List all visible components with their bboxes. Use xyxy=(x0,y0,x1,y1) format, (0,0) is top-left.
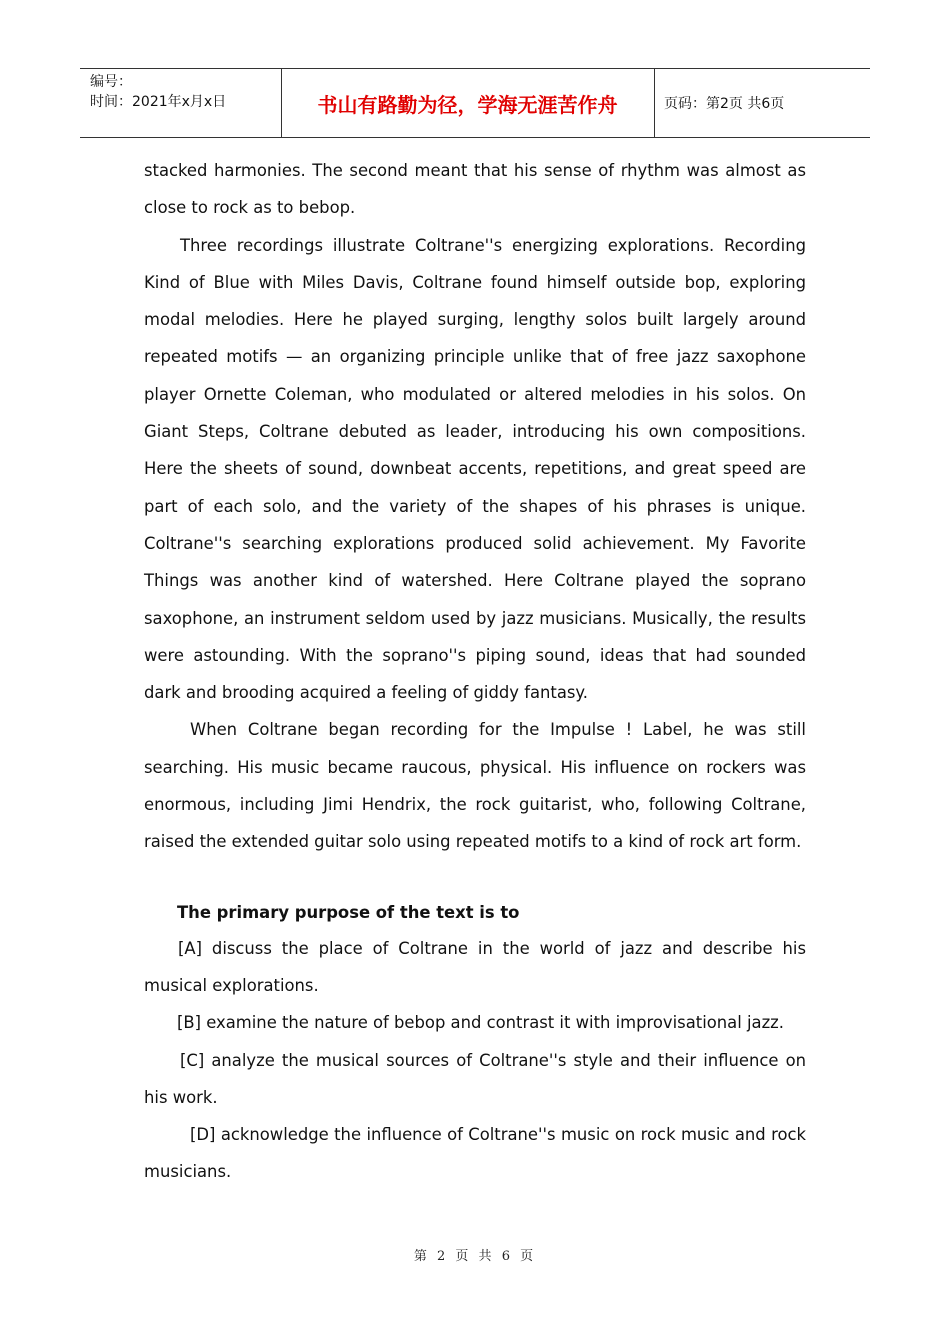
header-meta xyxy=(90,72,226,112)
answer-option-d: [D] acknowledge the influence of Coltrane''s music on rock music and rock musicians. xyxy=(144,1125,806,1182)
paragraph: When Coltrane began recording for the Impulse ! Label, he was still searching. His music became raucous, physical. His influence on rockers was enormous, including Jimi Hendrix, the rock guitarist, who, following Coltrane, raised the extended guitar solo using repeated motifs to a kind of rock art form. xyxy=(144,720,806,852)
document-body xyxy=(144,152,806,1191)
answer-option-a: [A] discuss the place of Coltrane in the world of jazz and describe his musical explorations. xyxy=(144,938,806,995)
paragraph: stacked harmonies. The second meant that his sense of rhythm was almost as close to rock as to bebop. xyxy=(144,161,806,218)
paragraph: Three recordings illustrate Coltrane''s energizing explorations. Recording Kind of Blue with Miles Davis, Coltrane found himself outside bop, exploring modal melodies. Here he played surging, lengthy solos built largely around repeated motifs — an organizing principle unlike that of free jazz saxophone player Ornette Coleman, who modulated or altered melodies in his solos. On Giant Steps, Coltrane debuted as leader, introducing his own compositions. Here the sheets of sound, downbeat accents, repetitions, and great speed are part of each solo, and the variety of the shapes of his phrases is unique. Coltrane''s searching explorations produced solid achievement. My Favorite Things was another kind of watershed. Here Coltrane played the soprano saxophone, an instrument seldom used by jazz musicians. Musically, the results were astounding. With the soprano''s piping sound, ideas that had sounded dark and brooding acquired a feeling of giddy fantasy. xyxy=(144,235,806,703)
date-label: 时间：2021年x月x日 xyxy=(90,94,227,110)
question-stem: The primary purpose of the text is to xyxy=(177,902,520,922)
header-motto: 书山有路勤为径，学海无涯苦作舟 xyxy=(317,92,618,117)
header-page-label: 页码：第2页 共6页 xyxy=(664,96,785,112)
page-header xyxy=(80,68,870,138)
header-divider xyxy=(654,69,655,137)
spacer xyxy=(144,861,806,895)
id-label: 编号： xyxy=(90,74,132,90)
answer-option-c: [C] analyze the musical sources of Coltrane''s style and their influence on his work. xyxy=(144,1050,806,1107)
page-footer: 第 2 页 共 6 页 xyxy=(413,1249,537,1264)
answer-option-b: [B] examine the nature of bebop and contrast it with improvisational jazz. xyxy=(177,1013,784,1033)
